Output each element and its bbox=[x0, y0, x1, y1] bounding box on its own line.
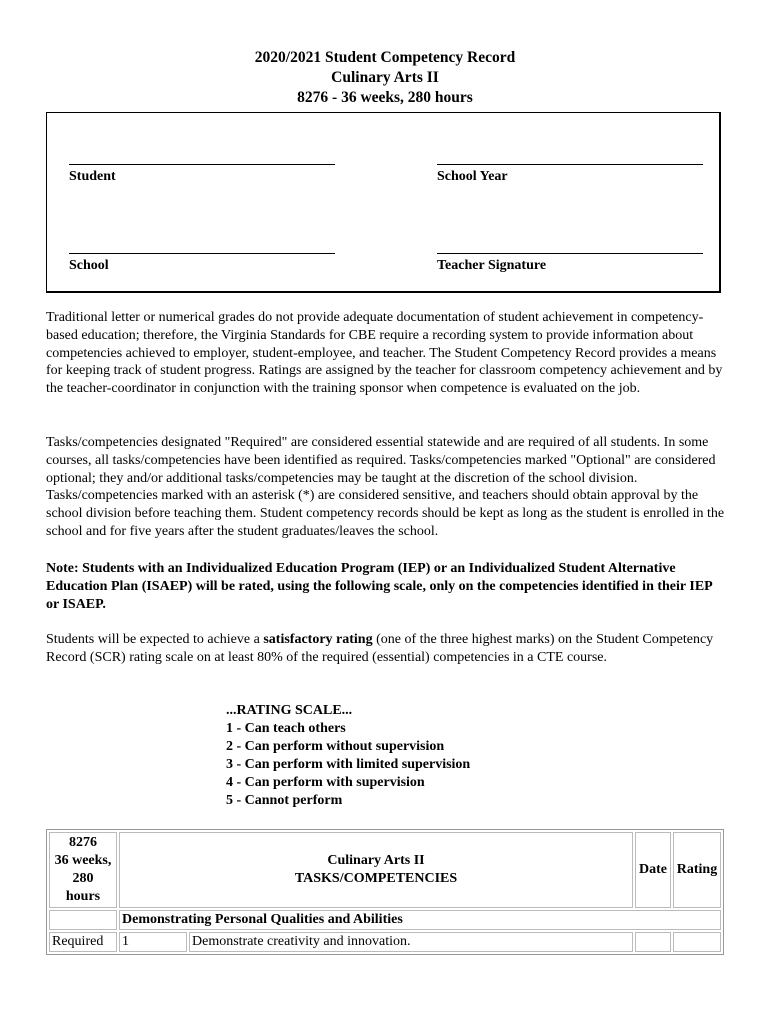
iep-note: Note: Students with an Individualized Education Program (IEP) or an Individualized Student Alternative Education Plan (ISAEP) will be rated, using the following scale, only on the competencies identified in their IEP or ISAEP. bbox=[46, 561, 712, 612]
document-header bbox=[0, 48, 770, 108]
row-date-cell[interactable] bbox=[635, 932, 671, 952]
course-code-line-3: 280 bbox=[72, 871, 94, 886]
rating-scale-item: 3 - Can perform with limited supervision bbox=[226, 757, 471, 772]
intro-paragraph: Traditional letter or numerical grades do not provide adequate documentation of student achievement in competency-based education; therefore, the Virginia Standards for CBE require a recording system to provide information about competencies achieved to employer, student-employee, and teacher. The Student Competency Record provides a means for keeping track of student progress. Ratings are assigned by the teacher for classroom competency achievement and by the teacher-coordinator in conjunction with the training sponsor when competence is evaluated on the job. bbox=[46, 310, 723, 397]
course-code-line-1: 8276 bbox=[69, 835, 97, 850]
row-number: 1 bbox=[119, 932, 187, 952]
table-tasks-title: TASKS/COMPETENCIES bbox=[294, 871, 458, 886]
table-row bbox=[49, 932, 721, 952]
section-row bbox=[49, 910, 721, 930]
expectation-paragraph bbox=[46, 631, 726, 667]
course-name: Culinary Arts II bbox=[331, 69, 439, 86]
course-code-cell bbox=[49, 832, 117, 908]
tasks-paragraph: Tasks/competencies designated "Required" are considered essential statewide and are required of all students. In some courses, all tasks/competencies have been identified as required. Tasks/competencies marked "Optional" are considered optional; they and/or additional tasks/competencies may be taught at the discretion of the school division. Tasks/competencies marked with an asterisk (*) are considered sensitive, and teachers should obtain approval by the school division before teaching them. Student competency records should be kept as long as the student is enrolled in the school and for five years after the student graduates/leaves the school. bbox=[46, 435, 725, 539]
school-year-block bbox=[437, 164, 703, 185]
student-label: Student bbox=[69, 169, 116, 184]
row-rating-cell[interactable] bbox=[673, 932, 721, 952]
teacher-signature-label: Teacher Signature bbox=[437, 258, 547, 273]
document-title: 2020/2021 Student Competency Record bbox=[254, 49, 516, 66]
school-year-label: School Year bbox=[437, 169, 508, 184]
expectation-text-pre: Students will be expected to achieve a bbox=[46, 632, 264, 647]
course-code-line-2: 36 weeks, bbox=[54, 853, 112, 868]
teacher-signature-field-line[interactable] bbox=[437, 253, 703, 254]
rating-scale-item: 4 - Can perform with supervision bbox=[226, 775, 425, 790]
section-empty-cell bbox=[49, 910, 117, 930]
student-info-box bbox=[46, 112, 721, 293]
course-code-line: 8276 - 36 weeks, 280 hours bbox=[297, 89, 473, 106]
student-signature-block bbox=[69, 164, 335, 185]
section-title: Demonstrating Personal Qualities and Abilities bbox=[119, 910, 721, 930]
tasks-header-cell bbox=[119, 832, 633, 908]
course-code-line-4: hours bbox=[65, 889, 101, 904]
rating-header: Rating bbox=[673, 832, 721, 908]
student-field-line[interactable] bbox=[69, 164, 335, 165]
school-label: School bbox=[69, 258, 109, 273]
teacher-signature-block bbox=[437, 253, 703, 274]
rating-scale-title: ...RATING SCALE... bbox=[226, 703, 353, 718]
competency-table bbox=[46, 829, 724, 955]
school-field-line[interactable] bbox=[69, 253, 335, 254]
table-course-title: Culinary Arts II bbox=[327, 853, 425, 868]
row-competency: Demonstrate creativity and innovation. bbox=[189, 932, 633, 952]
rating-scale-item: 2 - Can perform without supervision bbox=[226, 739, 445, 754]
school-year-field-line[interactable] bbox=[437, 164, 703, 165]
table-header-row bbox=[49, 832, 721, 908]
rating-scale bbox=[226, 702, 470, 810]
school-block bbox=[69, 253, 335, 274]
date-header: Date bbox=[635, 832, 671, 908]
rating-scale-item: 5 - Cannot perform bbox=[226, 793, 343, 808]
row-status: Required bbox=[49, 932, 117, 952]
expectation-text-post: (one of the three highest marks) on the Student Competency Record (SCR) rating scale on at least 80% of the required (essential) competencies in a CTE course. bbox=[46, 632, 714, 665]
satisfactory-rating-term: satisfactory rating bbox=[263, 632, 373, 647]
rating-scale-item: 1 - Can teach others bbox=[226, 721, 346, 736]
